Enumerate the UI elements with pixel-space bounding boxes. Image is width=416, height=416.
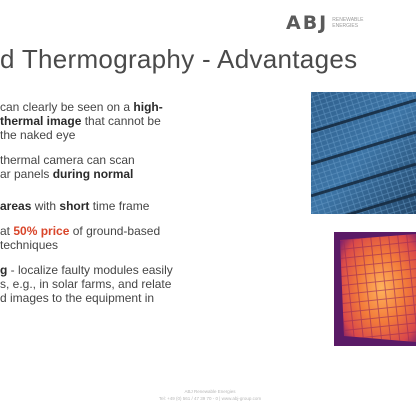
bullet-highlight: 50% price	[13, 224, 70, 238]
bullet-item	[0, 263, 305, 305]
bullet-text: s, e.g., in solar farms, and relate	[0, 277, 172, 291]
logo-tagline-line2: ENERGIES	[332, 23, 359, 29]
thermal-image	[334, 232, 416, 346]
solar-panel-photo	[311, 92, 416, 214]
bullet-item	[0, 100, 305, 142]
bullet-line	[0, 291, 305, 305]
bullet-bold: areas	[0, 199, 32, 213]
thermal-image-graphic	[334, 232, 416, 346]
logo-tagline-line1: RENEWABLE	[332, 17, 364, 23]
bullet-text: can clearly be seen on a	[0, 100, 134, 114]
bullet-item	[0, 224, 305, 252]
bullet-bold: g	[0, 263, 8, 277]
company-logo	[286, 12, 363, 34]
bullet-bold: high-	[133, 100, 163, 114]
solar-panel-graphic	[311, 92, 416, 214]
bullet-text: at	[0, 224, 14, 238]
bullet-line	[0, 224, 305, 238]
bullet-line	[0, 114, 305, 128]
bullet-text: of ground-based	[69, 224, 161, 238]
bullet-text: - localize faulty modules easily	[7, 263, 173, 277]
bullet-bold: during normal	[52, 167, 134, 181]
bullet-line	[0, 167, 305, 181]
bullet-line	[0, 153, 305, 167]
slide-footer	[90, 388, 330, 402]
footer-line-1: ABJ Renewable Energies	[184, 389, 236, 394]
bullet-text: ar panels	[0, 167, 53, 181]
bullet-text: thermal camera can scan	[0, 153, 135, 167]
bullet-text: that cannot be	[81, 114, 161, 128]
bullet-text: with	[31, 199, 60, 213]
slide-title: d Thermography - Advantages	[0, 44, 358, 74]
bullet-list	[0, 100, 305, 316]
bullet-bold: short	[59, 199, 90, 213]
bullet-line	[0, 100, 305, 114]
footer-line-2: Tel: +49 (0) 561 / 47 39 70 - 0 | www.abj-group.com	[158, 396, 262, 401]
bullet-bold: thermal image	[0, 114, 82, 128]
bullet-line	[0, 128, 305, 142]
bullet-line	[0, 199, 305, 213]
bullet-text: d images to the equipment in	[0, 291, 155, 305]
bullet-item	[0, 199, 305, 213]
bullet-text: techniques	[0, 238, 59, 252]
logo-tagline	[332, 17, 363, 29]
bullet-line	[0, 277, 305, 291]
bullet-line	[0, 238, 305, 252]
bullet-text: the naked eye	[0, 128, 76, 142]
bullet-line	[0, 263, 305, 277]
bullet-item	[0, 153, 305, 181]
logo-mark: ABJ	[286, 12, 329, 34]
bullet-text: time frame	[89, 199, 150, 213]
